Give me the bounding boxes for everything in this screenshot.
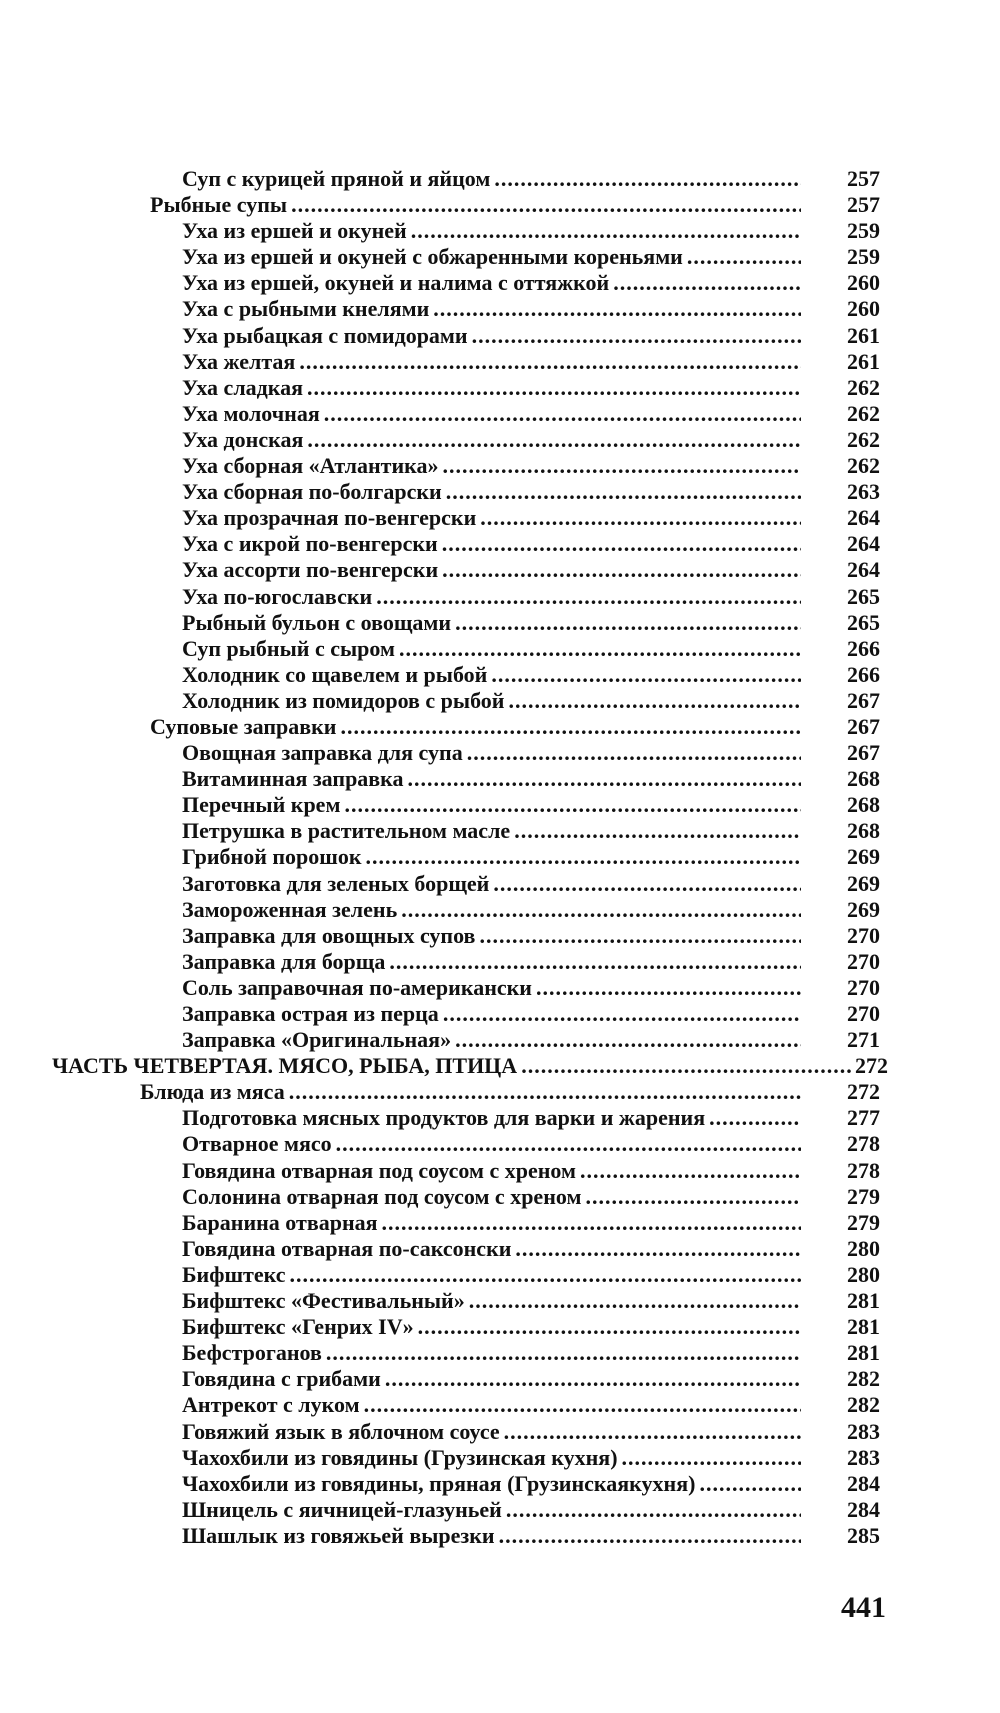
toc-entry: [0, 1288, 1000, 1314]
dot-leader: [307, 375, 801, 401]
toc-entry-title: Говяжий язык в яблочном соусе: [182, 1418, 500, 1444]
toc-entry: [0, 1445, 1000, 1471]
toc-entry-title: Бифштекс: [182, 1261, 286, 1287]
toc-entry-line: [182, 949, 805, 975]
toc-entry-page: 266: [847, 635, 880, 661]
toc-entry-page: 272: [855, 1053, 888, 1079]
toc-entry-title: Уха ассорти по-венгерски: [182, 557, 439, 583]
toc-entry-page: 260: [847, 270, 880, 296]
dot-leader: [289, 1079, 801, 1105]
toc-entry: [0, 1210, 1000, 1236]
toc-entry-title: Петрушка в растительном масле: [182, 818, 511, 844]
toc-entry-line: [182, 244, 805, 270]
toc-entry-page: 262: [847, 426, 880, 452]
dot-leader: [491, 662, 801, 688]
toc-entry-line: [182, 766, 805, 792]
toc-entry: [0, 1053, 1000, 1079]
toc-entry-title: Уха по-югославски: [182, 583, 373, 609]
toc-entry-line: [182, 1523, 805, 1549]
toc-entry: [0, 923, 1000, 949]
toc-entry-page: 283: [847, 1444, 880, 1470]
toc-entry-title: Бифштекс «Фестивальный»: [182, 1288, 465, 1314]
toc-entry-page: 257: [847, 166, 880, 191]
dot-leader: [443, 453, 801, 479]
toc-entry-page: 257: [847, 192, 880, 218]
dot-leader: [699, 1471, 801, 1497]
toc-entry-line: [182, 270, 805, 296]
dot-leader: [401, 897, 801, 923]
toc-entry-title: Солонина отварная под соусом с хреном: [182, 1183, 582, 1209]
toc-entry: [0, 897, 1000, 923]
toc-entry-line: [182, 1288, 805, 1314]
dot-leader: [344, 792, 801, 818]
toc-entry-title: Шницель с яичницей-глазуньей: [182, 1496, 502, 1522]
toc-entry-title: Бифштекс «Генрих IV»: [182, 1314, 414, 1340]
toc-entry-title: Говядина отварная по-саксонски: [182, 1235, 512, 1261]
toc-entry-line: [182, 1262, 805, 1288]
toc-entry-title: Замороженная зелень: [182, 896, 398, 922]
toc-entry-title: Заправка для овощных супов: [182, 922, 476, 948]
toc-entry-line: [150, 714, 805, 740]
dot-leader: [493, 871, 801, 897]
toc-entry-title: Заправка для борща: [182, 948, 386, 974]
dot-leader: [336, 1131, 801, 1157]
toc-entry-page: 279: [847, 1209, 880, 1235]
dot-leader: [455, 610, 801, 636]
dot-leader: [385, 1366, 801, 1392]
toc-entry-line: [182, 792, 805, 818]
toc-entry-line: [182, 1131, 805, 1157]
toc-entry-page: 264: [847, 505, 880, 531]
toc-entry-title: Уха с рыбными кнелями: [182, 296, 430, 322]
toc-entry: [0, 244, 1000, 270]
toc-entry-line: [182, 166, 805, 192]
toc-entry-page: 268: [847, 818, 880, 844]
toc-entry-line: [182, 427, 805, 453]
toc-entry-page: 260: [847, 296, 880, 322]
toc-entry-line: [182, 1340, 805, 1366]
toc-entry-line: [182, 1445, 805, 1471]
toc-entry-title: Заправка острая из перца: [182, 1001, 439, 1026]
table-of-contents: [0, 166, 1000, 1549]
page-number: 441: [841, 1591, 886, 1624]
toc-entry-title: Уха из ершей, окуней и налима с оттяжкой: [182, 270, 610, 296]
dot-leader: [467, 740, 801, 766]
toc-entry: [0, 557, 1000, 583]
dot-leader: [506, 1497, 801, 1523]
toc-entry: [0, 1131, 1000, 1157]
toc-entry-page: 281: [847, 1314, 880, 1340]
toc-entry-title: Уха рыбацкая с помидорами: [182, 322, 468, 348]
dot-leader: [307, 427, 801, 453]
toc-entry-line: [182, 584, 805, 610]
toc-entry-page: 265: [847, 609, 880, 635]
dot-leader: [580, 1158, 801, 1184]
toc-entry-line: [182, 349, 805, 375]
dot-leader: [399, 636, 801, 662]
toc-entry: [0, 662, 1000, 688]
toc-entry-title: Уха сладкая: [182, 374, 304, 400]
toc-entry: [0, 453, 1000, 479]
toc-entry-line: [182, 1027, 805, 1053]
dot-leader: [291, 192, 801, 218]
toc-entry: [0, 1340, 1000, 1366]
toc-entry-line: [140, 1079, 805, 1105]
toc-entry: [0, 218, 1000, 244]
toc-entry: [0, 949, 1000, 975]
toc-entry: [0, 479, 1000, 505]
toc-entry: [0, 740, 1000, 766]
toc-entry-line: [182, 1314, 805, 1340]
toc-entry-page: 262: [847, 400, 880, 426]
toc-entry-page: 268: [847, 792, 880, 818]
toc-entry-title: Блюда из мяса: [140, 1079, 285, 1105]
toc-entry-title: Подготовка мясных продуктов для варки и жарения: [182, 1105, 706, 1131]
toc-entry-title: Уха сборная по-болгарски: [182, 479, 442, 505]
toc-entry-line: [182, 218, 805, 244]
toc-entry-line: [182, 375, 805, 401]
toc-entry-title: Суп рыбный с сыром: [182, 635, 395, 661]
toc-entry-line: [182, 923, 805, 949]
toc-entry: [0, 1314, 1000, 1340]
toc-entry-title: Уха прозрачная по-венгерски: [182, 505, 477, 531]
toc-entry-page: 262: [847, 374, 880, 400]
toc-entry: [0, 270, 1000, 296]
toc-entry-line: [182, 844, 805, 870]
toc-entry: [0, 818, 1000, 844]
toc-entry-title: Заготовка для зеленых борщей: [182, 870, 490, 896]
toc-entry-line: [182, 505, 805, 531]
dot-leader: [613, 270, 801, 296]
dot-leader: [455, 1027, 801, 1053]
toc-entry-line: [182, 1392, 805, 1418]
toc-entry: [0, 375, 1000, 401]
toc-entry-title: Рыбный бульон с овощами: [182, 609, 452, 635]
toc-entry-page: 269: [847, 870, 880, 896]
dot-leader: [324, 401, 801, 427]
dot-leader: [709, 1105, 801, 1131]
dot-leader: [366, 844, 801, 870]
toc-entry-line: [182, 688, 805, 714]
toc-entry: [0, 531, 1000, 557]
toc-entry: [0, 1158, 1000, 1184]
dot-leader: [411, 218, 801, 244]
toc-entry-line: [182, 975, 805, 1001]
toc-entry-line: [182, 871, 805, 897]
dot-leader: [479, 923, 801, 949]
toc-entry-title: Баранина отварная: [182, 1209, 378, 1235]
toc-entry-title: Шашлык из говяжьей вырезки: [182, 1522, 495, 1548]
dot-leader: [326, 1340, 801, 1366]
toc-entry-page: 259: [847, 244, 880, 270]
toc-entry: [0, 610, 1000, 636]
dot-leader: [418, 1314, 801, 1340]
dot-leader: [289, 1262, 801, 1288]
toc-entry-title: Бефстроганов: [182, 1340, 322, 1366]
toc-entry: [0, 1262, 1000, 1288]
toc-entry-page: 284: [847, 1470, 880, 1496]
toc-entry-page: 271: [847, 1027, 880, 1053]
toc-entry-title: Холодник из помидоров с рыбой: [182, 687, 505, 713]
toc-entry-title: Говядина отварная под соусом с хреном: [182, 1157, 576, 1183]
toc-entry-title: Говядина с грибами: [182, 1366, 381, 1392]
toc-entry-title: Уха донская: [182, 426, 304, 452]
toc-entry: [0, 636, 1000, 662]
toc-entry-page: 270: [847, 974, 880, 1000]
dot-leader: [446, 479, 801, 505]
toc-entry-line: [182, 818, 805, 844]
toc-entry-page: 261: [847, 322, 880, 348]
toc-entry-page: 269: [847, 896, 880, 922]
toc-entry-line: [182, 1471, 805, 1497]
toc-entry-page: 285: [847, 1522, 880, 1548]
dot-leader: [442, 557, 801, 583]
toc-entry-page: 282: [847, 1366, 880, 1392]
dot-leader: [508, 688, 801, 714]
toc-entry: [0, 584, 1000, 610]
toc-entry-title: Перечный крем: [182, 792, 341, 818]
toc-entry-title: Суп с курицей пряной и яйцом: [182, 166, 491, 191]
toc-entry-line: [182, 479, 805, 505]
toc-entry-line: [182, 897, 805, 923]
dot-leader: [364, 1392, 801, 1418]
toc-entry: [0, 401, 1000, 427]
toc-entry-line: [182, 662, 805, 688]
dot-leader: [472, 323, 801, 349]
dot-leader: [408, 766, 801, 792]
toc-entry-page: 269: [847, 844, 880, 870]
toc-entry-line: [182, 531, 805, 557]
toc-entry-title: Уха сборная «Атлантика»: [182, 453, 439, 479]
dot-leader: [376, 584, 801, 610]
toc-entry-page: 277: [847, 1105, 880, 1131]
toc-entry: [0, 1079, 1000, 1105]
toc-entry-page: 281: [847, 1288, 880, 1314]
toc-entry-title: Уха с икрой по-венгерски: [182, 531, 438, 557]
toc-entry-page: 259: [847, 218, 880, 244]
toc-entry-page: 278: [847, 1131, 880, 1157]
dot-leader: [469, 1288, 801, 1314]
toc-entry-page: 266: [847, 661, 880, 687]
toc-entry-title: Заправка «Оригинальная»: [182, 1027, 452, 1053]
toc-entry: [0, 714, 1000, 740]
dot-leader: [521, 1053, 853, 1079]
toc-entry-page: 279: [847, 1183, 880, 1209]
dot-leader: [499, 1523, 801, 1549]
dot-leader: [622, 1445, 801, 1471]
dot-leader: [585, 1184, 801, 1210]
dot-leader: [480, 505, 801, 531]
toc-entry-line: [182, 1419, 805, 1445]
toc-entry-page: 272: [847, 1079, 880, 1105]
toc-entry-line: [182, 1001, 805, 1027]
toc-entry-page: 270: [847, 922, 880, 948]
toc-entry: [0, 1497, 1000, 1523]
toc-entry-line: [52, 1053, 857, 1079]
toc-entry: [0, 166, 1000, 192]
toc-entry: [0, 1236, 1000, 1262]
toc-entry-page: 264: [847, 557, 880, 583]
toc-entry: [0, 1027, 1000, 1053]
toc-entry: [0, 688, 1000, 714]
toc-entry: [0, 1392, 1000, 1418]
toc-entry-page: 267: [847, 740, 880, 766]
toc-entry-title: Рыбные супы: [150, 192, 288, 218]
toc-entry: [0, 871, 1000, 897]
toc-entry-line: [182, 1210, 805, 1236]
toc-entry-line: [182, 1236, 805, 1262]
toc-entry-page: 265: [847, 583, 880, 609]
toc-entry-page: 270: [847, 948, 880, 974]
toc-entry-line: [182, 453, 805, 479]
toc-entry: [0, 975, 1000, 1001]
dot-leader: [494, 166, 801, 192]
toc-entry: [0, 1523, 1000, 1549]
toc-entry-line: [150, 192, 805, 218]
toc-entry-page: 268: [847, 766, 880, 792]
toc-entry-page: 283: [847, 1418, 880, 1444]
toc-entry-page: 267: [847, 713, 880, 739]
toc-entry-line: [182, 1497, 805, 1523]
dot-leader: [382, 1210, 801, 1236]
toc-entry-line: [182, 401, 805, 427]
toc-entry-line: [182, 636, 805, 662]
toc-entry-title: Антрекот с луком: [182, 1392, 360, 1418]
toc-entry: [0, 349, 1000, 375]
toc-entry-page: 263: [847, 479, 880, 505]
dot-leader: [442, 531, 801, 557]
dot-leader: [515, 1236, 801, 1262]
toc-entry: [0, 1184, 1000, 1210]
toc-entry-page: 282: [847, 1392, 880, 1418]
toc-entry-page: 284: [847, 1496, 880, 1522]
toc-entry-title: Холодник со щавелем и рыбой: [182, 661, 488, 687]
toc-entry-line: [182, 1158, 805, 1184]
dot-leader: [340, 714, 801, 740]
toc-entry-title: Соль заправочная по-американски: [182, 974, 532, 1000]
toc-entry: [0, 296, 1000, 322]
toc-entry: [0, 323, 1000, 349]
toc-entry-title: Чахохбили из говядины, пряная (Грузинскаякухня): [182, 1470, 696, 1496]
dot-leader: [299, 349, 801, 375]
toc-entry: [0, 1419, 1000, 1445]
toc-entry-title: Витаминная заправка: [182, 766, 404, 792]
toc-entry-line: [182, 610, 805, 636]
toc-entry: [0, 192, 1000, 218]
dot-leader: [536, 975, 801, 1001]
toc-entry-line: [182, 740, 805, 766]
toc-entry-title: Уха желтая: [182, 348, 296, 374]
toc-entry-line: [182, 323, 805, 349]
toc-entry: [0, 1001, 1000, 1027]
toc-entry-page: 280: [847, 1235, 880, 1261]
dot-leader: [433, 296, 801, 322]
toc-entry-line: [182, 296, 805, 322]
toc-entry-title: ЧАСТЬ ЧЕТВЕРТАЯ. МЯСО, РЫБА, ПТИЦА: [52, 1053, 518, 1079]
dot-leader: [443, 1001, 801, 1027]
dot-leader: [687, 244, 801, 270]
toc-entry-line: [182, 1366, 805, 1392]
toc-entry-line: [182, 1105, 805, 1131]
toc-entry-title: Уха молочная: [182, 400, 320, 426]
toc-entry-page: 264: [847, 531, 880, 557]
dot-leader: [514, 818, 801, 844]
toc-entry: [0, 505, 1000, 531]
toc-entry-page: 280: [847, 1261, 880, 1287]
toc-entry-page: 270: [847, 1001, 880, 1026]
toc-entry-title: Овощная заправка для супа: [182, 740, 463, 766]
toc-entry: [0, 792, 1000, 818]
toc-entry-line: [182, 557, 805, 583]
toc-entry: [0, 1471, 1000, 1497]
toc-entry-title: Отварное мясо: [182, 1131, 332, 1157]
toc-entry: [0, 427, 1000, 453]
toc-entry-page: 267: [847, 687, 880, 713]
toc-entry-title: Грибной порошок: [182, 844, 362, 870]
toc-entry: [0, 844, 1000, 870]
toc-entry-title: Уха из ершей и окуней: [182, 218, 407, 244]
toc-entry-title: Уха из ершей и окуней с обжаренными кореньями: [182, 244, 683, 270]
toc-entry-page: 261: [847, 348, 880, 374]
toc-entry-page: 278: [847, 1157, 880, 1183]
toc-entry-title: Суповые заправки: [150, 713, 337, 739]
dot-leader: [504, 1419, 801, 1445]
toc-entry-title: Чахохбили из говядины (Грузинская кухня): [182, 1444, 618, 1470]
dot-leader: [389, 949, 801, 975]
toc-entry: [0, 766, 1000, 792]
toc-entry: [0, 1366, 1000, 1392]
toc-entry: [0, 1105, 1000, 1131]
toc-entry-page: 281: [847, 1340, 880, 1366]
toc-entry-line: [182, 1184, 805, 1210]
toc-entry-page: 262: [847, 453, 880, 479]
